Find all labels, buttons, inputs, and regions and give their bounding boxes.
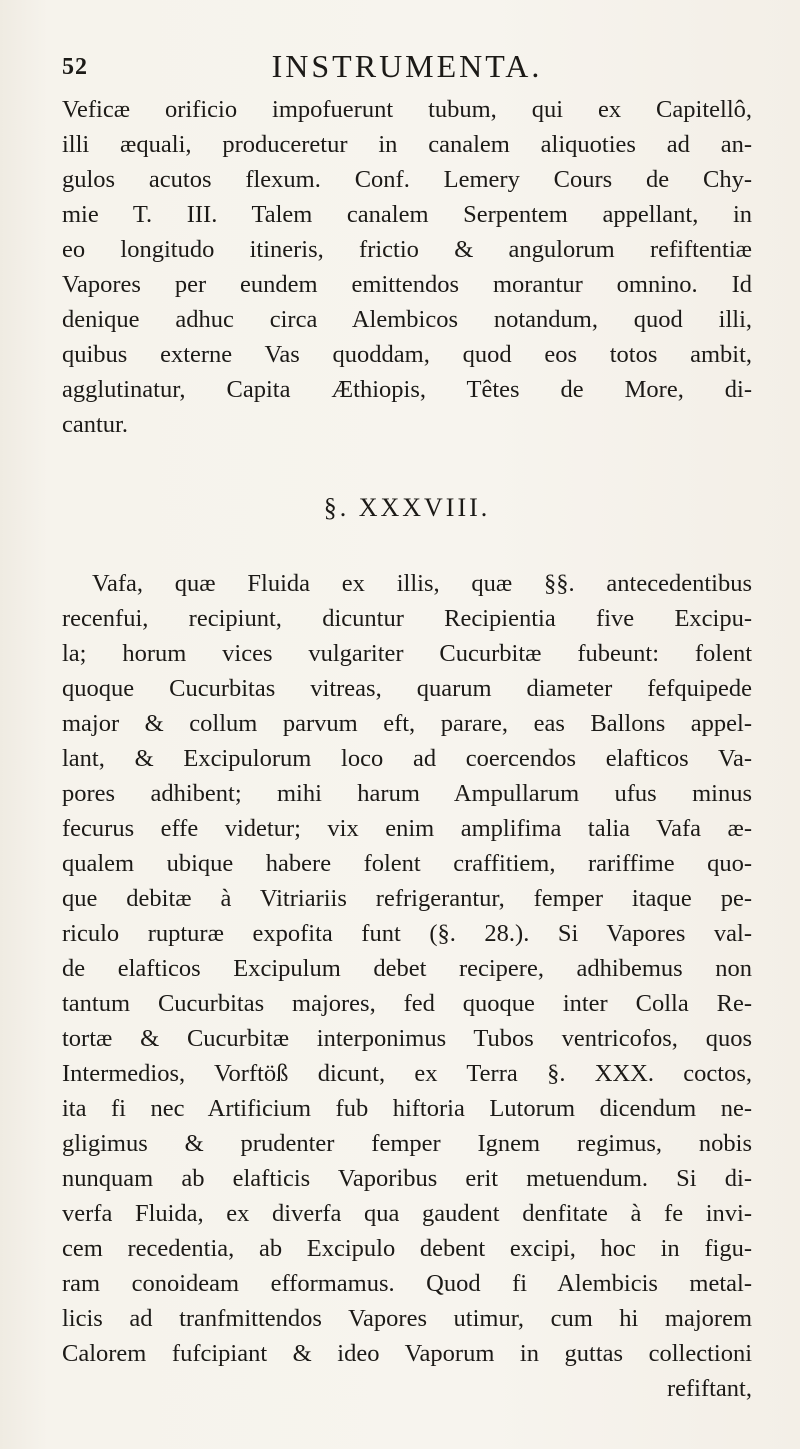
paragraph-section-xxxviii xyxy=(62,566,752,1371)
text-line: qualem ubique habere folent craffitiem, rariffime quo- xyxy=(62,850,752,877)
text-line: verfa Fluida, ex diverfa qua gaudent denfitate à fe invi- xyxy=(62,1200,752,1227)
text-line: major & collum parvum eft, parare, eas Ballons appel- xyxy=(62,710,752,737)
text-line: fecurus effe videtur; vix enim amplifima talia Vafa æ- xyxy=(62,815,752,842)
text-line: mie T. III. Talem canalem Serpentem appellant, in xyxy=(62,201,752,228)
text-line: Vapores per eundem emittendos morantur omnino. Id xyxy=(62,271,752,298)
text-line: riculo rupturæ expofita funt (§. 28.). Si Vapores val- xyxy=(62,920,752,947)
text-line: ita fi nec Artificium fub hiftoria Lutorum dicendum ne- xyxy=(62,1095,752,1122)
text-line: que debitæ à Vitriariis refrigerantur, femper itaque pe- xyxy=(62,885,752,912)
text-line: licis ad tranfmittendos Vapores utimur, cum hi majorem xyxy=(62,1305,752,1332)
text-line: recenfui, recipiunt, dicuntur Recipientia five Excipu- xyxy=(62,605,752,632)
page-body xyxy=(62,92,752,1406)
text-line: gulos acutos flexum. Conf. Lemery Cours de Chy- xyxy=(62,166,752,193)
text-line: tantum Cucurbitas majores, fed quoque inter Colla Re- xyxy=(62,990,752,1017)
text-line: cem recedentia, ab Excipulo debent excipi, hoc in figu- xyxy=(62,1235,752,1262)
text-line: quoque Cucurbitas vitreas, quarum diameter fefquipede xyxy=(62,675,752,702)
text-line: ram conoideam efformamus. Quod fi Alembicis metal- xyxy=(62,1270,752,1297)
text-line: nunquam ab elafticis Vaporibus erit metuendum. Si di- xyxy=(62,1165,752,1192)
text-line: la; horum vices vulgariter Cucurbitæ fubeunt: folent xyxy=(62,640,752,667)
page-header xyxy=(62,48,752,88)
text-line: de elafticos Excipulum debet recipere, adhibemus non xyxy=(62,955,752,982)
blank-space xyxy=(62,538,752,566)
text-line: Vafa, quæ Fluida ex illis, quæ §§. antecedentibus xyxy=(92,570,752,597)
catchword: refiftant, xyxy=(666,1375,752,1402)
text-line: lant, & Excipulorum loco ad coercendos elafticos Va- xyxy=(62,745,752,772)
text-line: Calorem fufcipiant & ideo Vaporum in guttas collectioni xyxy=(62,1340,752,1367)
running-head: INSTRUMENTA. xyxy=(271,48,543,84)
blank-space xyxy=(62,442,752,478)
text-line: pores adhibent; mihi harum Ampullarum ufus minus xyxy=(62,780,752,807)
text-line: Intermedios, Vorftöß dicunt, ex Terra §. XXX. coctos, xyxy=(62,1060,752,1087)
text-line: quibus externe Vas quoddam, quod eos totos ambit, xyxy=(62,341,752,368)
paragraph-continued xyxy=(62,92,752,442)
text-line: agglutinatur, Capita Æthiopis, Têtes de More, di- xyxy=(62,376,752,403)
text-line: cantur. xyxy=(62,411,128,438)
text-line: Veficæ orificio impofuerunt tubum, qui ex Capitellô, xyxy=(62,96,752,123)
text-line: illi æquali, produceretur in canalem aliquoties ad an- xyxy=(62,131,752,158)
text-line: gligimus & prudenter femper Ignem regimus, nobis xyxy=(62,1130,752,1157)
text-line: denique adhuc circa Alembicos notandum, quod illi, xyxy=(62,306,752,333)
section-heading: §. XXXVIII. xyxy=(323,493,491,522)
text-line: eo longitudo itineris, frictio & angulorum refiftentiæ xyxy=(62,236,752,263)
text-line: tortæ & Cucurbitæ interponimus Tubos ventricofos, quos xyxy=(62,1025,752,1052)
page-number: 52 xyxy=(62,54,88,80)
